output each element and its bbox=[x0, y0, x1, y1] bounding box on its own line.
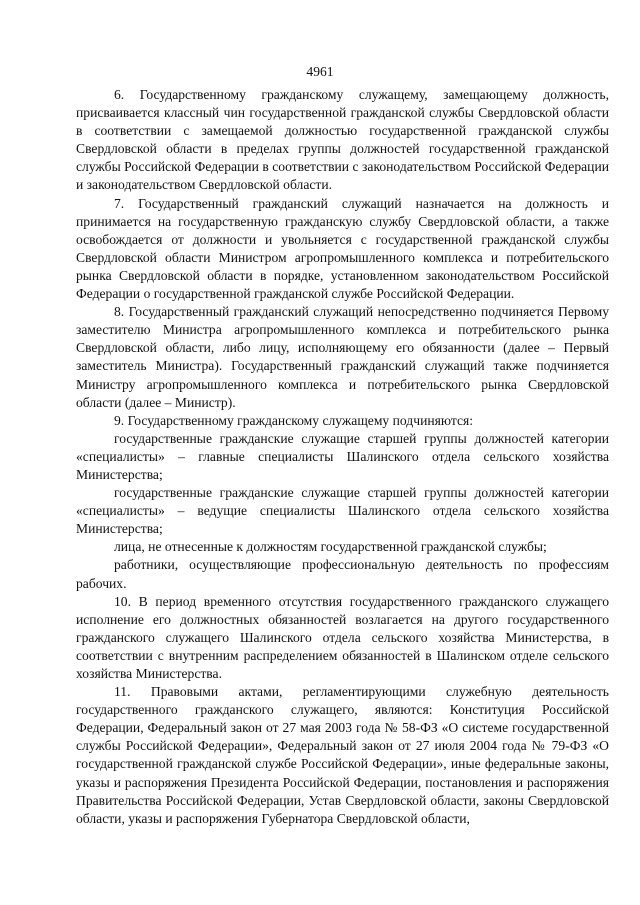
list-item-non-civil-service: лица, не отнесенные к должностям государственной гражданской службы; bbox=[114, 539, 547, 555]
list-item-leading-specialists: государственные гражданские служащие старшей группы должностей категории «специалисты» – ведущие специалисты Шалинского отдела сельского хозяйства Министерства; bbox=[76, 485, 609, 537]
list-item-chief-specialists: государственные гражданские служащие старшей группы должностей категории «специалисты» – главные специалисты Шалинского отдела сельского хозяйства Министерства; bbox=[76, 430, 609, 482]
document-body bbox=[76, 86, 609, 828]
paragraph-10: 10. В период временного отсутствия государственного гражданского служащего исполнение его должностных обязанностей возлагается на другого государственного гражданского служащего Шалинского отдела сельского хозяйства Министерства, в соответствии с внутренним распределением обязанностей в Шалинском отделе сельского хозяйства Министерства. bbox=[76, 593, 609, 681]
paragraph-6: 6. Государственному гражданскому служащему, замещающему должность, присваивается классный чин государственной гражданской службы Свердловской области в соответствии с замещаемой должностью государственной гражданской службы Свердловской области в пределах группы должностей государственной гражданской службы Российской Федерации в соответствии с законодательством Российской Федерации и законодательством Свердловской области. bbox=[76, 87, 609, 193]
paragraph-11: 11. Правовыми актами, регламентирующими служебную деятельность государственного гражданского служащего, являются: Конституция Российской Федерации, Федеральный закон от 27 мая 2003 года № 58-ФЗ «О системе государственной службы Российской Федерации», Федеральный закон от 27 июля 2004 года № 79-ФЗ «О государственной гражданской службе Российской Федерации», иные федеральные законы, указы и распоряжения Президента Российской Федерации, постановления и распоряжения Правительства Российской Федерации, Устав Свердловской области, законы Свердловской области, указы и распоряжения Губернатора Свердловской области, bbox=[76, 684, 609, 826]
paragraph-9: 9. Государственному гражданскому служащему подчиняются: bbox=[114, 412, 474, 428]
list-item-workers: работники, осуществляющие профессиональную деятельность по профессиям рабочих. bbox=[76, 557, 609, 591]
paragraph-8: 8. Государственный гражданский служащий непосредственно подчиняется Первому заместителю Министра агропромышленного комплекса и потребительского рынка Свердловской области, либо лицу, исполняющему его обязанности (далее – Первый заместитель Министра). Государственный гражданский служащий также подчиняется Министру агропромышленного комплекса и потребительского рынка Свердловской области (далее – Министр). bbox=[76, 304, 609, 410]
page-number: 4961 bbox=[306, 64, 334, 79]
paragraph-7: 7. Государственный гражданский служащий назначается на должность и принимается на государственную гражданскую службу Свердловской области, а также освобождается от должности и увольняется с государственной гражданской службы Свердловской области Министром агропромышленного комплекса и потребительского рынка Свердловской области в порядке, установленном законодательством Российской Федерации о государственной гражданской службе Российской Федерации. bbox=[76, 195, 609, 302]
